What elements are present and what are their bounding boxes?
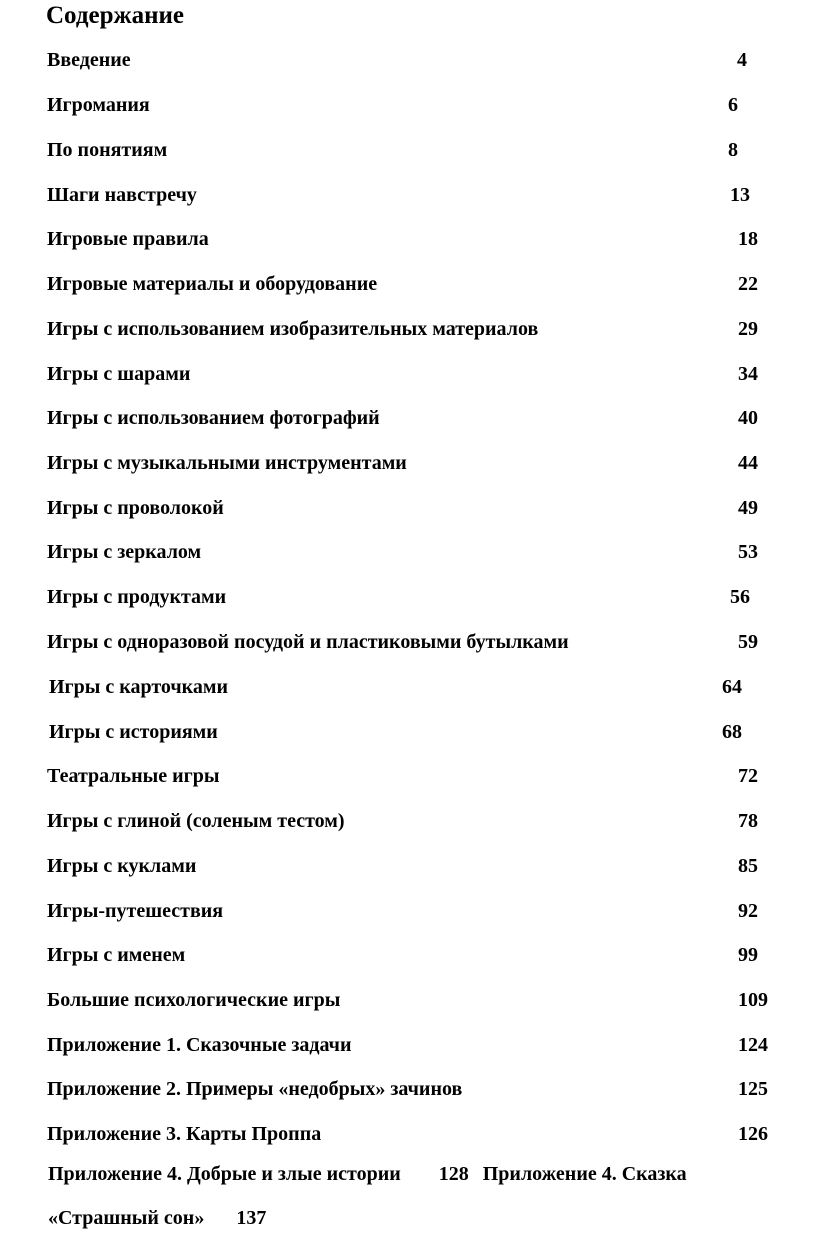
toc-entry-label[interactable]: Игры с проволокой — [47, 497, 224, 519]
page-title: Содержание — [46, 2, 185, 29]
toc-entry[interactable] — [0, 497, 816, 527]
toc-entry[interactable] — [0, 900, 816, 930]
toc-entry-label[interactable]: Игры с одноразовой посудой и пластиковыми бутылками — [47, 631, 569, 653]
toc-entry-label[interactable]: Игры с использованием фотографий — [47, 407, 380, 429]
toc-entry[interactable] — [0, 363, 816, 393]
toc-entry-label[interactable]: Игры с продуктами — [47, 586, 227, 608]
toc-entry-page: 78 — [738, 810, 758, 832]
toc-entry-page: 13 — [730, 184, 750, 206]
toc-entry-page: 56 — [730, 586, 750, 608]
toc-entry[interactable] — [0, 855, 816, 885]
toc-entry[interactable] — [0, 586, 816, 616]
toc-entry-page: 85 — [738, 855, 758, 877]
toc-entry-label[interactable]: Игры с карточками — [49, 676, 229, 698]
toc-final-line-1 — [48, 1163, 687, 1186]
toc-entry[interactable] — [0, 452, 816, 482]
toc-entry-page: 109 — [738, 989, 768, 1011]
toc-entry-label[interactable]: Игромания — [47, 94, 150, 116]
toc-entry-page: 99 — [738, 944, 758, 966]
toc-entry-page: 92 — [738, 900, 758, 922]
toc-entry-label[interactable]: Игры с глиной (соленым тестом) — [47, 810, 345, 832]
toc-entry-label[interactable]: Приложение 4. Сказка — [482, 1163, 687, 1185]
toc-entry-page: 125 — [738, 1078, 768, 1100]
toc-entry-page: 64 — [722, 676, 742, 698]
toc-entry[interactable] — [0, 631, 816, 661]
toc-entry-label[interactable]: Введение — [47, 49, 131, 71]
toc-entry-label[interactable]: Театральные игры — [47, 765, 220, 787]
toc-entry[interactable] — [0, 318, 816, 348]
toc-entry-label[interactable]: Приложение 4. Добрые и злые истории — [48, 1163, 401, 1185]
toc-entry-page: 29 — [738, 318, 758, 340]
toc-entry-label[interactable]: Игры с куклами — [47, 855, 197, 877]
toc-entry-label[interactable]: Игры с шарами — [47, 363, 191, 385]
toc-entry-page: 44 — [738, 452, 758, 474]
toc-entry-label[interactable]: Игры с зеркалом — [47, 541, 202, 563]
toc-entry[interactable] — [0, 944, 816, 974]
toc-entry[interactable] — [0, 273, 816, 303]
toc-entry-page: 34 — [738, 363, 758, 385]
toc-entry[interactable] — [0, 49, 816, 79]
toc-entry-label[interactable]: Приложение 2. Примеры «недобрых» зачинов — [47, 1078, 463, 1100]
toc-entry[interactable] — [0, 1078, 816, 1108]
toc-entry-label[interactable]: Шаги навстречу — [47, 184, 197, 206]
toc-entry-page: 22 — [738, 273, 758, 295]
toc-entry-page: 59 — [738, 631, 758, 653]
toc-entry[interactable] — [0, 228, 816, 258]
toc-entry-label[interactable]: Приложение 3. Карты Проппа — [47, 1123, 322, 1145]
toc-entry-label[interactable]: Игры-путешествия — [47, 900, 224, 922]
toc-entry-label[interactable]: Игры с историями — [49, 721, 218, 743]
toc-entry-page: 18 — [738, 228, 758, 250]
toc-entry-label[interactable]: Игровые материалы и оборудование — [47, 273, 378, 295]
toc-entry-page: 40 — [738, 407, 758, 429]
toc-entry[interactable] — [0, 1034, 816, 1064]
toc-entry-label[interactable]: Приложение 1. Сказочные задачи — [47, 1034, 352, 1056]
toc-entry-label-continued[interactable]: «Страшный сон» — [48, 1207, 205, 1229]
toc-entry[interactable] — [0, 1123, 816, 1153]
toc-entry[interactable] — [0, 94, 816, 124]
toc-entry[interactable] — [0, 676, 816, 706]
toc-entry-page: 124 — [738, 1034, 768, 1056]
toc-entry-page: 49 — [738, 497, 758, 519]
toc-entry-page: 72 — [738, 765, 758, 787]
toc-entry[interactable] — [0, 407, 816, 437]
toc-entry-page: 6 — [728, 94, 738, 116]
toc-entry-label[interactable]: Игры с именем — [47, 944, 186, 966]
toc-entry-page: 53 — [738, 541, 758, 563]
toc-entry[interactable] — [0, 541, 816, 571]
toc-entry-label[interactable]: По понятиям — [47, 139, 168, 161]
toc-entry[interactable] — [0, 721, 816, 751]
toc-entry-label[interactable]: Большие психологические игры — [47, 989, 341, 1011]
toc-entry-page: 128 — [438, 1163, 469, 1185]
toc-entry-page: 137 — [236, 1207, 267, 1229]
toc-entry[interactable] — [0, 139, 816, 169]
toc-entry-page: 4 — [737, 49, 747, 71]
toc-entry-label[interactable]: Игры с музыкальными инструментами — [47, 452, 407, 474]
toc-final-line-2 — [48, 1207, 266, 1230]
toc-entry[interactable] — [0, 989, 816, 1019]
toc-entry-page: 8 — [728, 139, 738, 161]
toc-entry-label[interactable]: Игровые правила — [47, 228, 209, 250]
toc-entry[interactable] — [0, 810, 816, 840]
toc-entry[interactable] — [0, 765, 816, 795]
toc-entry[interactable] — [0, 184, 816, 214]
toc-entry-page: 68 — [722, 721, 742, 743]
toc-entry-page: 126 — [738, 1123, 768, 1145]
toc-entry-label[interactable]: Игры с использованием изобразительных материалов — [47, 318, 539, 340]
